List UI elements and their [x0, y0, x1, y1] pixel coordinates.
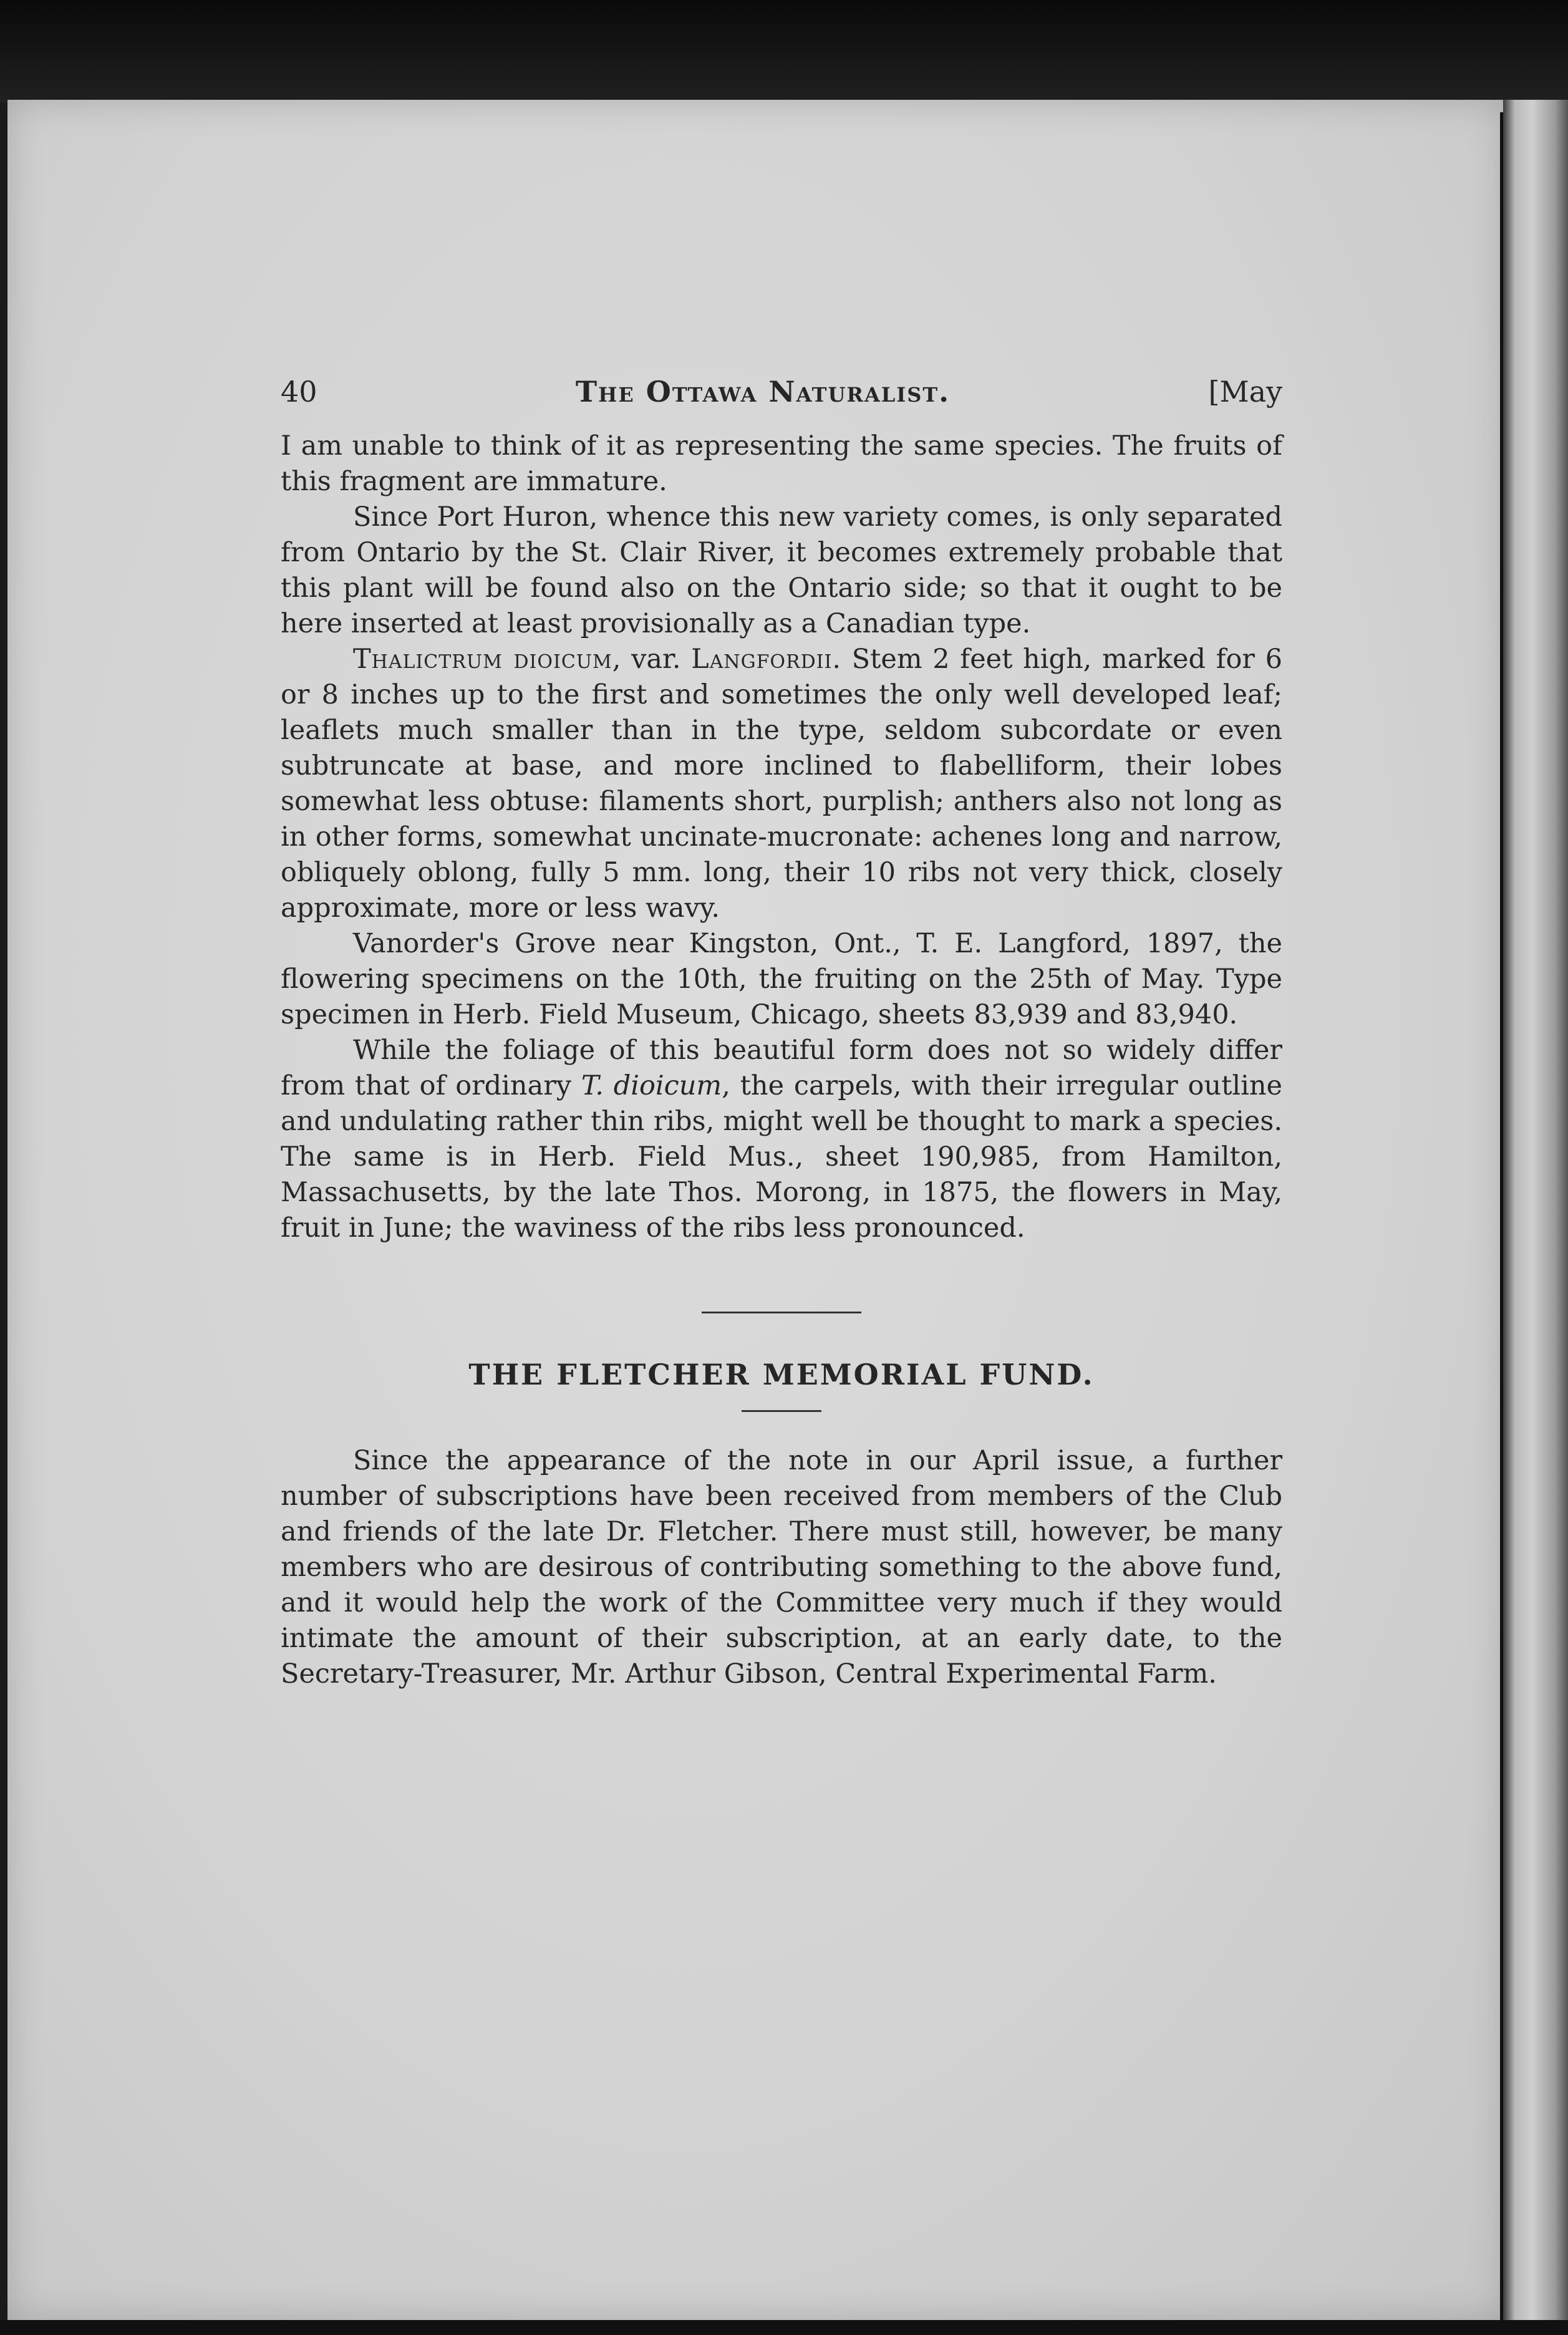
article-paragraph-1: I am unable to think of it as representing the same species. The fruits of this fragment are immature.: [281, 430, 1282, 497]
section-divider: [702, 1312, 861, 1313]
variety-name: Langfordii.: [691, 644, 842, 675]
species-name: Thalictrum dioicum: [353, 644, 612, 675]
discussion-text-after: , the carpels, with their irregular outline and undulating rather thin ribs, might well be thought to mark a species. The same is in Herb. Field Mus., sheet 190,985, from Hamilton, Massachusetts, by the late Thos. Morong, in 1875, the flowers in May, fruit in June; the waviness of the ribs less pronounced.: [281, 1070, 1282, 1244]
article-paragraph-2: Since Port Huron, whence this new variety comes, is only separated from Ontario by the St. Clair River, it becomes extremely probable that this plant will be found also on the Ontario side; so that it ought to be here inserted at least provisionally as a Canadian type.: [281, 501, 1282, 639]
variety-connector: , var.: [612, 644, 692, 675]
discussion-italic-species: T. dioicum: [581, 1070, 722, 1101]
page-content: [281, 374, 1282, 1692]
discussion-paragraph: [281, 1033, 1282, 1246]
fund-section-title: THE FLETCHER MEMORIAL FUND.: [468, 1358, 1095, 1391]
page-number: 40: [281, 375, 317, 409]
issue-month: [May: [1208, 375, 1282, 409]
running-header: [281, 374, 1282, 410]
journal-title: The Ottawa Naturalist.: [575, 375, 951, 409]
book-spine: [1503, 100, 1568, 2335]
locality-paragraph: Vanorder's Grove near Kingston, Ont., T. E. Langford, 1897, the flowering specimens on the 10th, the fruiting on the 25th of May. Type specimen in Herb. Field Museum, Chicago, sheets 83,939 and 83,940.: [281, 928, 1282, 1030]
scan-bottom-border: [0, 2320, 1568, 2335]
title-underline: [742, 1410, 821, 1412]
fund-section-body: Since the appearance of the note in our April issue, a further number of subscriptions have been received from members of the Club and friends of the late Dr. Fletcher. There must still, however, be many members who are desirous of contributing something to the above fund, and it would help the work of the Committee very much if they would intimate the amount of their subscription, at an early date, to the Secretary-Treasurer, Mr. Arthur Gibson, Central Experimental Farm.: [281, 1445, 1282, 1690]
scan-top-border: [0, 0, 1568, 103]
discussion-text-before: While the foliage of this beautiful form does not so widely differ from that of ordinary: [281, 1035, 1282, 1101]
species-description-paragraph: [281, 642, 1282, 926]
species-description: Stem 2 feet high, marked for 6 or 8 inches up to the first and sometimes the only well developed leaf; leaflets much smaller than in the type, seldom subcordate or even subtruncate at base, and more inclined to flabelliform, their lobes somewhat less obtuse: filaments short, purplish; anthers also not long as in other forms, somewhat uncinate-mucronate: achenes long and narrow, obliquely oblong, fully 5 mm. long, their 10 ribs not very thick, closely approximate, more or less wavy.: [281, 644, 1282, 924]
